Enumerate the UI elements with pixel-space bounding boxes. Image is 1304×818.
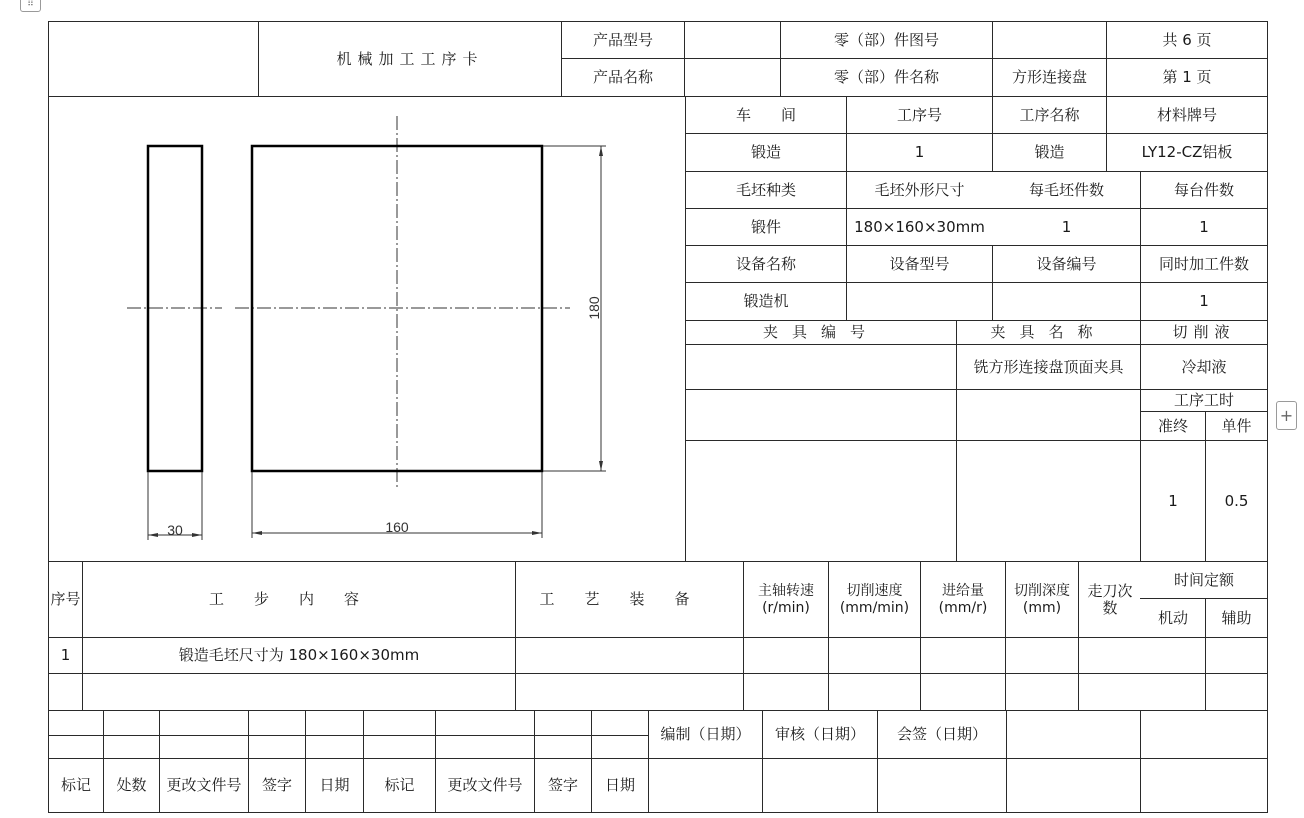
op-time-label: 工序工时 (1173, 391, 1234, 409)
depth-header: 切削深度(mm) (1014, 582, 1070, 616)
pieces-per-unit-value[interactable]: 1 (1199, 217, 1209, 236)
part-name-value[interactable]: 方形连接盘 (1011, 68, 1087, 86)
workshop-value[interactable]: 锻造 (750, 143, 781, 161)
blank-size-value[interactable]: 180×160×30mm (854, 217, 985, 236)
material-value[interactable]: LY12-CZ铝板 (1141, 143, 1233, 161)
blank-type-value[interactable]: 锻件 (750, 217, 781, 236)
simul-pieces-label: 同时加工件数 (1158, 254, 1249, 273)
equip-model-value[interactable] (847, 283, 992, 320)
time-quota-header: 时间定额 (1173, 570, 1234, 589)
blank-type-label: 毛坯种类 (735, 180, 796, 199)
step-seq[interactable]: 1 (60, 646, 71, 664)
seq-header: 序号 (50, 590, 81, 608)
fixture-name-label: 夹具名称 (990, 323, 1107, 341)
coolant-label: 切削液 (1172, 323, 1236, 341)
compiled-label: 编制（日期） (660, 725, 751, 743)
drawing-centerlines (127, 116, 570, 490)
move-handle-icon[interactable]: ⠿ (20, 0, 41, 12)
fixture-name-value[interactable]: 铣方形连接盘顶面夹具 (973, 357, 1124, 376)
equip-model-label: 设备型号 (889, 254, 950, 273)
cutting-speed-header: 切削速度(mm/min) (839, 582, 910, 616)
op-name-value[interactable]: 锻造 (1034, 143, 1065, 161)
spindle-speed-header: 主轴转速(r/min) (758, 582, 814, 616)
machine-time-header: 机动 (1157, 608, 1188, 627)
fixture-no-label: 夹具编号 (762, 323, 879, 341)
footer-mark-2: 标记 (384, 776, 415, 794)
simul-pieces-value[interactable]: 1 (1199, 292, 1209, 310)
passes-header: 走刀次数 (1087, 581, 1133, 617)
equip-name-label: 设备名称 (735, 254, 796, 273)
workshop-label: 车 间 (735, 105, 796, 124)
step-content[interactable]: 锻造毛坯尺寸为 180×160×30mm (178, 646, 420, 664)
equip-name-value[interactable]: 锻造机 (743, 292, 789, 310)
part-drawing-no-label: 零（部）件图号 (833, 31, 939, 49)
footer-change-doc-2: 更改文件号 (447, 776, 523, 794)
footer-date-1: 日期 (319, 776, 350, 794)
coolant-value[interactable]: 冷却液 (1181, 357, 1227, 376)
card-title: 机械加工工序卡 (336, 50, 484, 68)
prep-time-label: 准终 (1157, 416, 1188, 435)
product-name-label: 产品名称 (592, 68, 653, 86)
dim-width-label: 160 (385, 519, 409, 535)
material-label: 材料牌号 (1156, 105, 1217, 124)
product-name-value[interactable] (685, 59, 780, 96)
unit-time-value[interactable]: 0.5 (1224, 491, 1249, 510)
part-drawing-no-value[interactable] (993, 22, 1106, 59)
product-model-label: 产品型号 (592, 31, 653, 49)
reviewed-label: 审核（日期） (774, 725, 865, 743)
equipment-header: 工艺装备 (539, 590, 720, 608)
prep-time-value[interactable]: 1 (1168, 491, 1178, 510)
footer-signature-2: 签字 (547, 776, 578, 794)
feed-header: 进给量(mm/r) (938, 582, 988, 616)
total-pages: 共 6 页 (1162, 31, 1212, 49)
footer-mark-1: 标记 (60, 776, 91, 794)
blank-size-label: 毛坯外形尺寸 (874, 180, 965, 199)
part-name-label: 零（部）件名称 (833, 68, 939, 86)
dim-thickness-label: 30 (167, 522, 183, 538)
op-name-label: 工序名称 (1019, 105, 1080, 124)
pieces-per-blank-value[interactable]: 1 (1061, 217, 1072, 236)
plus-icon[interactable]: + (1276, 401, 1297, 430)
content-header: 工步内容 (208, 590, 389, 608)
equip-no-label: 设备编号 (1036, 254, 1097, 273)
footer-change-doc-1: 更改文件号 (166, 776, 242, 794)
footer-count: 处数 (116, 776, 147, 794)
unit-time-label: 单件 (1221, 416, 1252, 435)
op-no-value[interactable]: 1 (914, 143, 925, 161)
dim-height-label: 180 (586, 296, 602, 320)
footer-date-2: 日期 (604, 776, 635, 794)
countersign-label: 会签（日期） (896, 725, 987, 743)
pieces-per-blank-label: 每毛坯件数 (1028, 180, 1104, 199)
product-model-value[interactable] (685, 22, 780, 59)
footer-signature-1: 签字 (261, 776, 292, 794)
page-number: 第 1 页 (1162, 68, 1212, 86)
aux-time-header: 辅助 (1221, 608, 1252, 627)
fixture-no-value[interactable] (686, 345, 956, 389)
pieces-per-unit-label: 每台件数 (1173, 180, 1234, 199)
equip-no-value[interactable] (993, 283, 1140, 320)
op-no-label: 工序号 (896, 105, 942, 124)
